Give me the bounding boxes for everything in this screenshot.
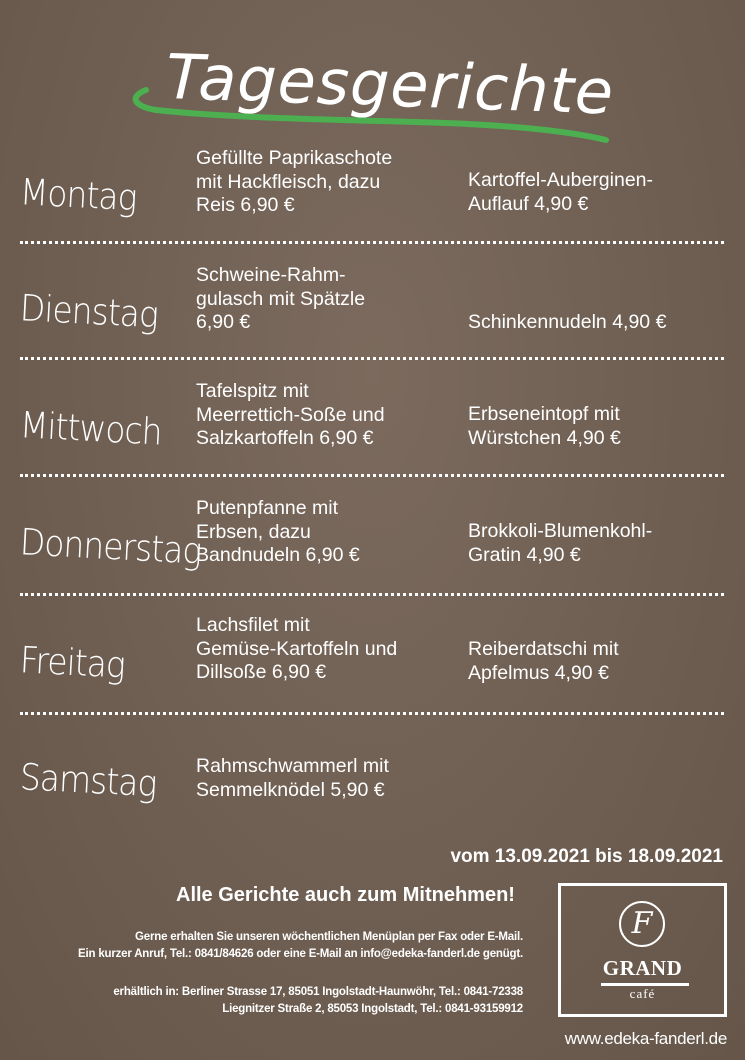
- veggie-dish: Reiberdatschi mit Apfelmus 4,90 €: [468, 638, 619, 684]
- logo-f-emblem: F: [619, 901, 665, 947]
- email-link[interactable]: info@edeka-fanderl.de: [360, 948, 480, 960]
- main-dish: Putenpfanne mit Erbsen, dazu Bandnudeln 6,90 €: [196, 497, 360, 566]
- address-line-2: Liegnitzer Straße 2, 85053 Ingolstadt, Tel.: 0841-93159912: [222, 1003, 523, 1015]
- grand-cafe-logo: [558, 883, 727, 1017]
- dotted-divider: [20, 241, 724, 244]
- info-line-2: [78, 946, 523, 963]
- day-name: Montag: [18, 170, 138, 220]
- dotted-divider: [20, 712, 724, 715]
- main-dish: Schweine-Rahm- gulasch mit Spätzle 6,90 €: [196, 264, 366, 333]
- address-line-1: erhältlich in: Berliner Strasse 17, 85051 Ingolstadt-Haunwöhr, Tel.: 0841-72338: [113, 986, 523, 998]
- page-title: Tagesgerichte: [164, 39, 616, 129]
- day-name: Mittwoch: [18, 403, 163, 454]
- veggie-dish: Schinkennudeln 4,90 €: [468, 311, 667, 333]
- day-name: Samstag: [18, 755, 158, 806]
- dotted-divider: [20, 474, 724, 477]
- day-name: Freitag: [18, 638, 126, 687]
- veggie-dish: Kartoffel-Auberginen- Auflauf 4,90 €: [468, 169, 654, 215]
- day-name: Dienstag: [18, 286, 159, 337]
- info-line-2-text: Ein kurzer Anruf, Tel.: 0841/84626 oder eine E-Mail an: [78, 948, 361, 960]
- main-dish: Lachsfilet mit Gemüse-Kartoffeln und Dillsoße 6,90 €: [196, 614, 398, 683]
- info-line-2-suffix: genügt.: [479, 948, 523, 960]
- logo-name: GRAND: [602, 956, 683, 980]
- info-line-1: Gerne erhalten Sie unseren wöchentlichen Menüplan per Fax oder E-Mail.: [135, 931, 523, 943]
- main-dish: Rahmschwammerl mit Semmelknödel 5,90 €: [196, 755, 389, 801]
- menu-subscription-info: [78, 929, 523, 963]
- website-link[interactable]: www.edeka-fanderl.de: [564, 1029, 727, 1048]
- date-range: vom 13.09.2021 bis 18.09.2021: [450, 846, 723, 867]
- green-underline-swoosh: [128, 80, 628, 150]
- veggie-dish: Erbseneintopf mit Würstchen 4,90 €: [468, 403, 621, 449]
- takeaway-note: Alle Gerichte auch zum Mitnehmen!: [176, 884, 515, 906]
- day-name: Donnerstag: [18, 520, 203, 573]
- main-dish: Gefüllte Paprikaschote mit Hackfleisch, dazu Reis 6,90 €: [196, 147, 393, 216]
- logo-subtitle: café: [629, 986, 656, 1001]
- veggie-dish: Brokkoli-Blumenkohl- Gratin 4,90 €: [468, 520, 653, 566]
- dotted-divider: [20, 593, 724, 596]
- dotted-divider: [20, 357, 724, 360]
- main-dish: Tafelspitz mit Meerrettich-Soße und Salzkartoffeln 6,90 €: [196, 380, 385, 449]
- store-addresses: [113, 984, 523, 1018]
